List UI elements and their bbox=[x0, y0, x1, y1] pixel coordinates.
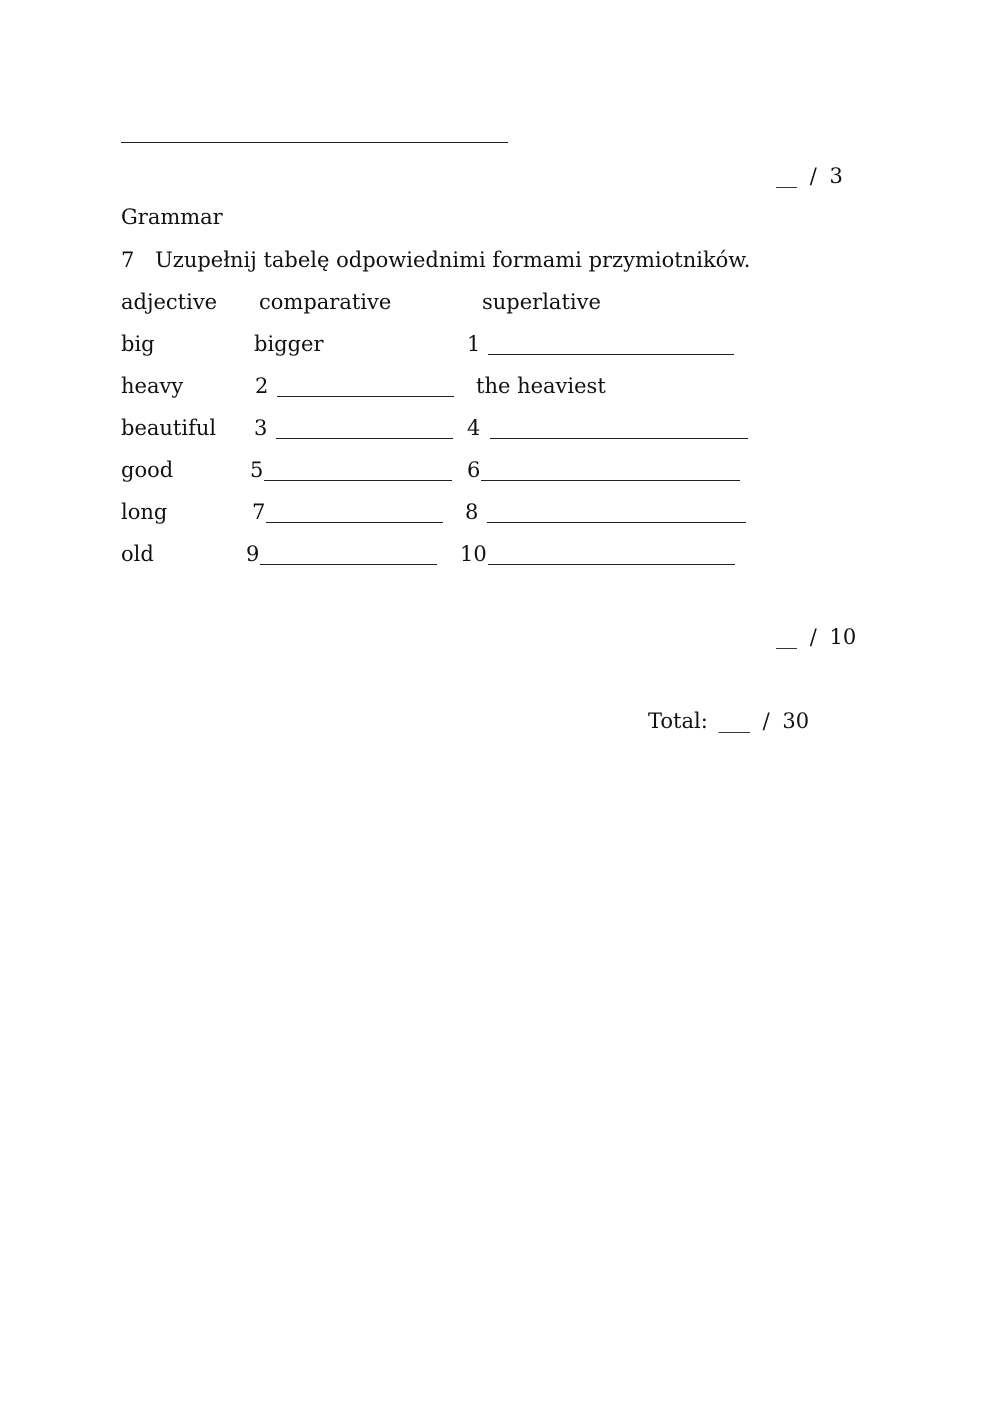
score-max: 3 bbox=[829, 164, 843, 188]
item-number: 5 bbox=[250, 458, 264, 482]
header-superlative: superlative bbox=[482, 290, 601, 314]
header-adjective: adjective bbox=[121, 290, 218, 314]
header-comparative: comparative bbox=[259, 290, 392, 314]
score-blank[interactable]: __ bbox=[776, 625, 797, 649]
task-instruction bbox=[121, 250, 750, 271]
item-number: 1 bbox=[467, 332, 481, 356]
top-separator-line bbox=[121, 142, 508, 143]
answer-blank[interactable] bbox=[481, 480, 740, 481]
section-title: Grammar bbox=[121, 205, 223, 229]
answer-blank[interactable] bbox=[277, 396, 454, 397]
row-superlative: the heaviest bbox=[476, 374, 606, 398]
answer-blank[interactable] bbox=[266, 522, 443, 523]
answer-blank[interactable] bbox=[488, 564, 735, 565]
item-number: 4 bbox=[467, 416, 481, 440]
row-adjective: old bbox=[121, 542, 154, 566]
row-adjective: good bbox=[121, 458, 174, 482]
grammar-score: __ / 10 bbox=[776, 625, 857, 649]
total-label: Total: bbox=[648, 709, 708, 733]
item-number: 3 bbox=[254, 416, 268, 440]
task-text: Uzupełnij tabelę odpowiednimi formami przymiotników. bbox=[155, 248, 751, 272]
row-comparative: bigger bbox=[254, 332, 324, 356]
total-score: Total: ___ / 30 bbox=[648, 709, 810, 733]
item-number: 9 bbox=[246, 542, 260, 566]
row-adjective: long bbox=[121, 500, 168, 524]
item-number: 8 bbox=[465, 500, 479, 524]
row-adjective: heavy bbox=[121, 374, 184, 398]
row-adjective: big bbox=[121, 332, 155, 356]
item-number: 10 bbox=[460, 542, 487, 566]
section-score: __ / 3 bbox=[776, 164, 843, 188]
item-number: 7 bbox=[252, 500, 266, 524]
item-number: 2 bbox=[255, 374, 269, 398]
answer-blank[interactable] bbox=[487, 522, 746, 523]
answer-blank[interactable] bbox=[490, 438, 748, 439]
score-blank[interactable]: __ bbox=[776, 164, 797, 188]
answer-blank[interactable] bbox=[264, 480, 452, 481]
answer-blank[interactable] bbox=[488, 354, 734, 355]
answer-blank[interactable] bbox=[260, 564, 437, 565]
row-adjective: beautiful bbox=[121, 416, 217, 440]
item-number: 6 bbox=[467, 458, 481, 482]
score-max: 10 bbox=[829, 625, 857, 649]
total-blank[interactable]: ___ bbox=[718, 709, 750, 733]
total-max: 30 bbox=[782, 709, 810, 733]
task-number: 7 bbox=[121, 248, 135, 272]
answer-blank[interactable] bbox=[276, 438, 453, 439]
